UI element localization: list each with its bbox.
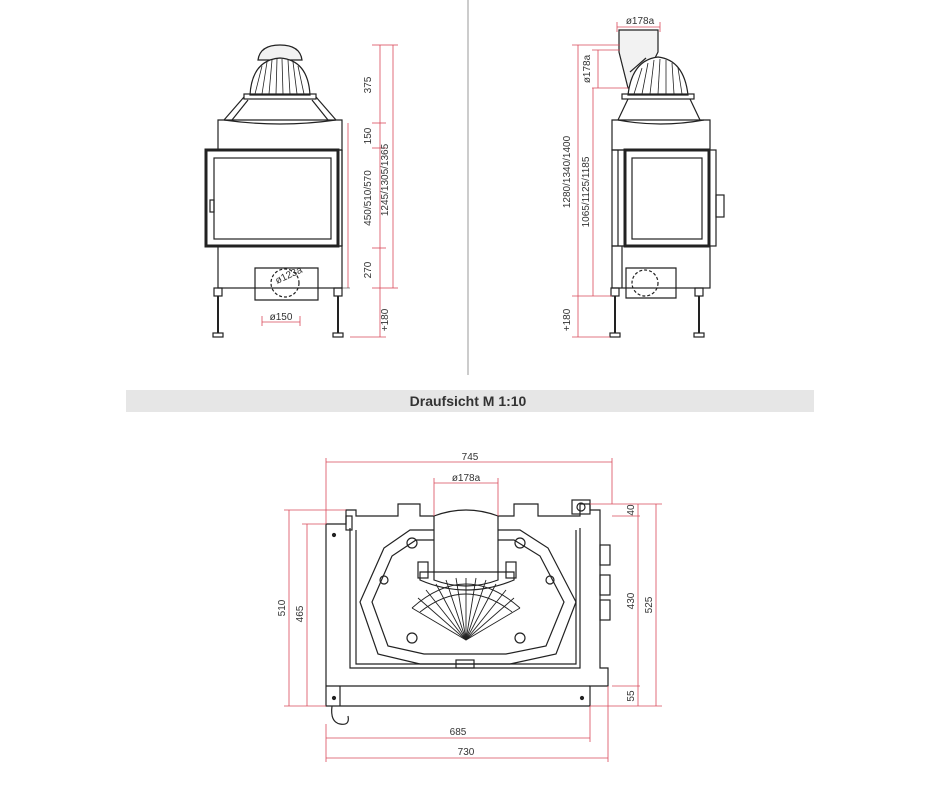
front-dim-top: 375 — [363, 76, 374, 94]
top-hinge — [572, 500, 590, 514]
front-dim-glass: 450/510/570 — [363, 170, 374, 226]
top-dim-right-40: 40 — [626, 504, 637, 516]
front-dim-total: 1245/1305/1365 — [380, 143, 391, 217]
side-dim-total-outer: 1280/1340/1400 — [562, 135, 573, 209]
top-dim-right-525: 525 — [644, 596, 655, 614]
side-glass — [632, 158, 702, 239]
front-body — [206, 150, 342, 246]
front-dim-outlet: ø150 — [269, 312, 293, 323]
front-glass — [214, 158, 331, 239]
side-legs — [610, 288, 704, 337]
top-flue-collar — [434, 510, 498, 586]
top-radial-fins — [412, 578, 520, 640]
side-view — [610, 30, 724, 337]
side-body — [612, 150, 716, 246]
front-dim-legs: +180 — [380, 308, 391, 332]
top-dim-flue: ø178a — [451, 473, 481, 484]
front-glass-frame — [206, 150, 338, 246]
top-view — [326, 500, 610, 724]
top-dim-depth-outer: 510 — [277, 599, 288, 617]
front-dim-base: 270 — [363, 261, 374, 279]
front-view — [206, 45, 343, 337]
side-glass-frame — [625, 150, 709, 246]
top-dim-lines — [284, 458, 662, 762]
side-dim-total-inner: 1065/1125/1185 — [581, 156, 592, 228]
front-dim-flue-small: ø123a — [273, 264, 305, 287]
top-dim-depth-inner: 465 — [295, 605, 306, 623]
side-dim-flue-top: ø178a — [625, 16, 655, 27]
side-dim-legs: +180 — [562, 308, 573, 332]
side-dim-flue-side: ø178a — [582, 54, 593, 84]
top-dim-width-685: 685 — [449, 727, 467, 738]
top-dim-right-55: 55 — [626, 690, 637, 702]
top-dim-width-730: 730 — [457, 747, 475, 758]
front-dim-collar: 150 — [363, 127, 374, 145]
side-base — [612, 246, 710, 288]
section-title: Draufsicht M 1:10 — [409, 393, 527, 409]
top-dim-right-430: 430 — [626, 592, 637, 610]
top-dim-width-top: 745 — [461, 452, 479, 463]
